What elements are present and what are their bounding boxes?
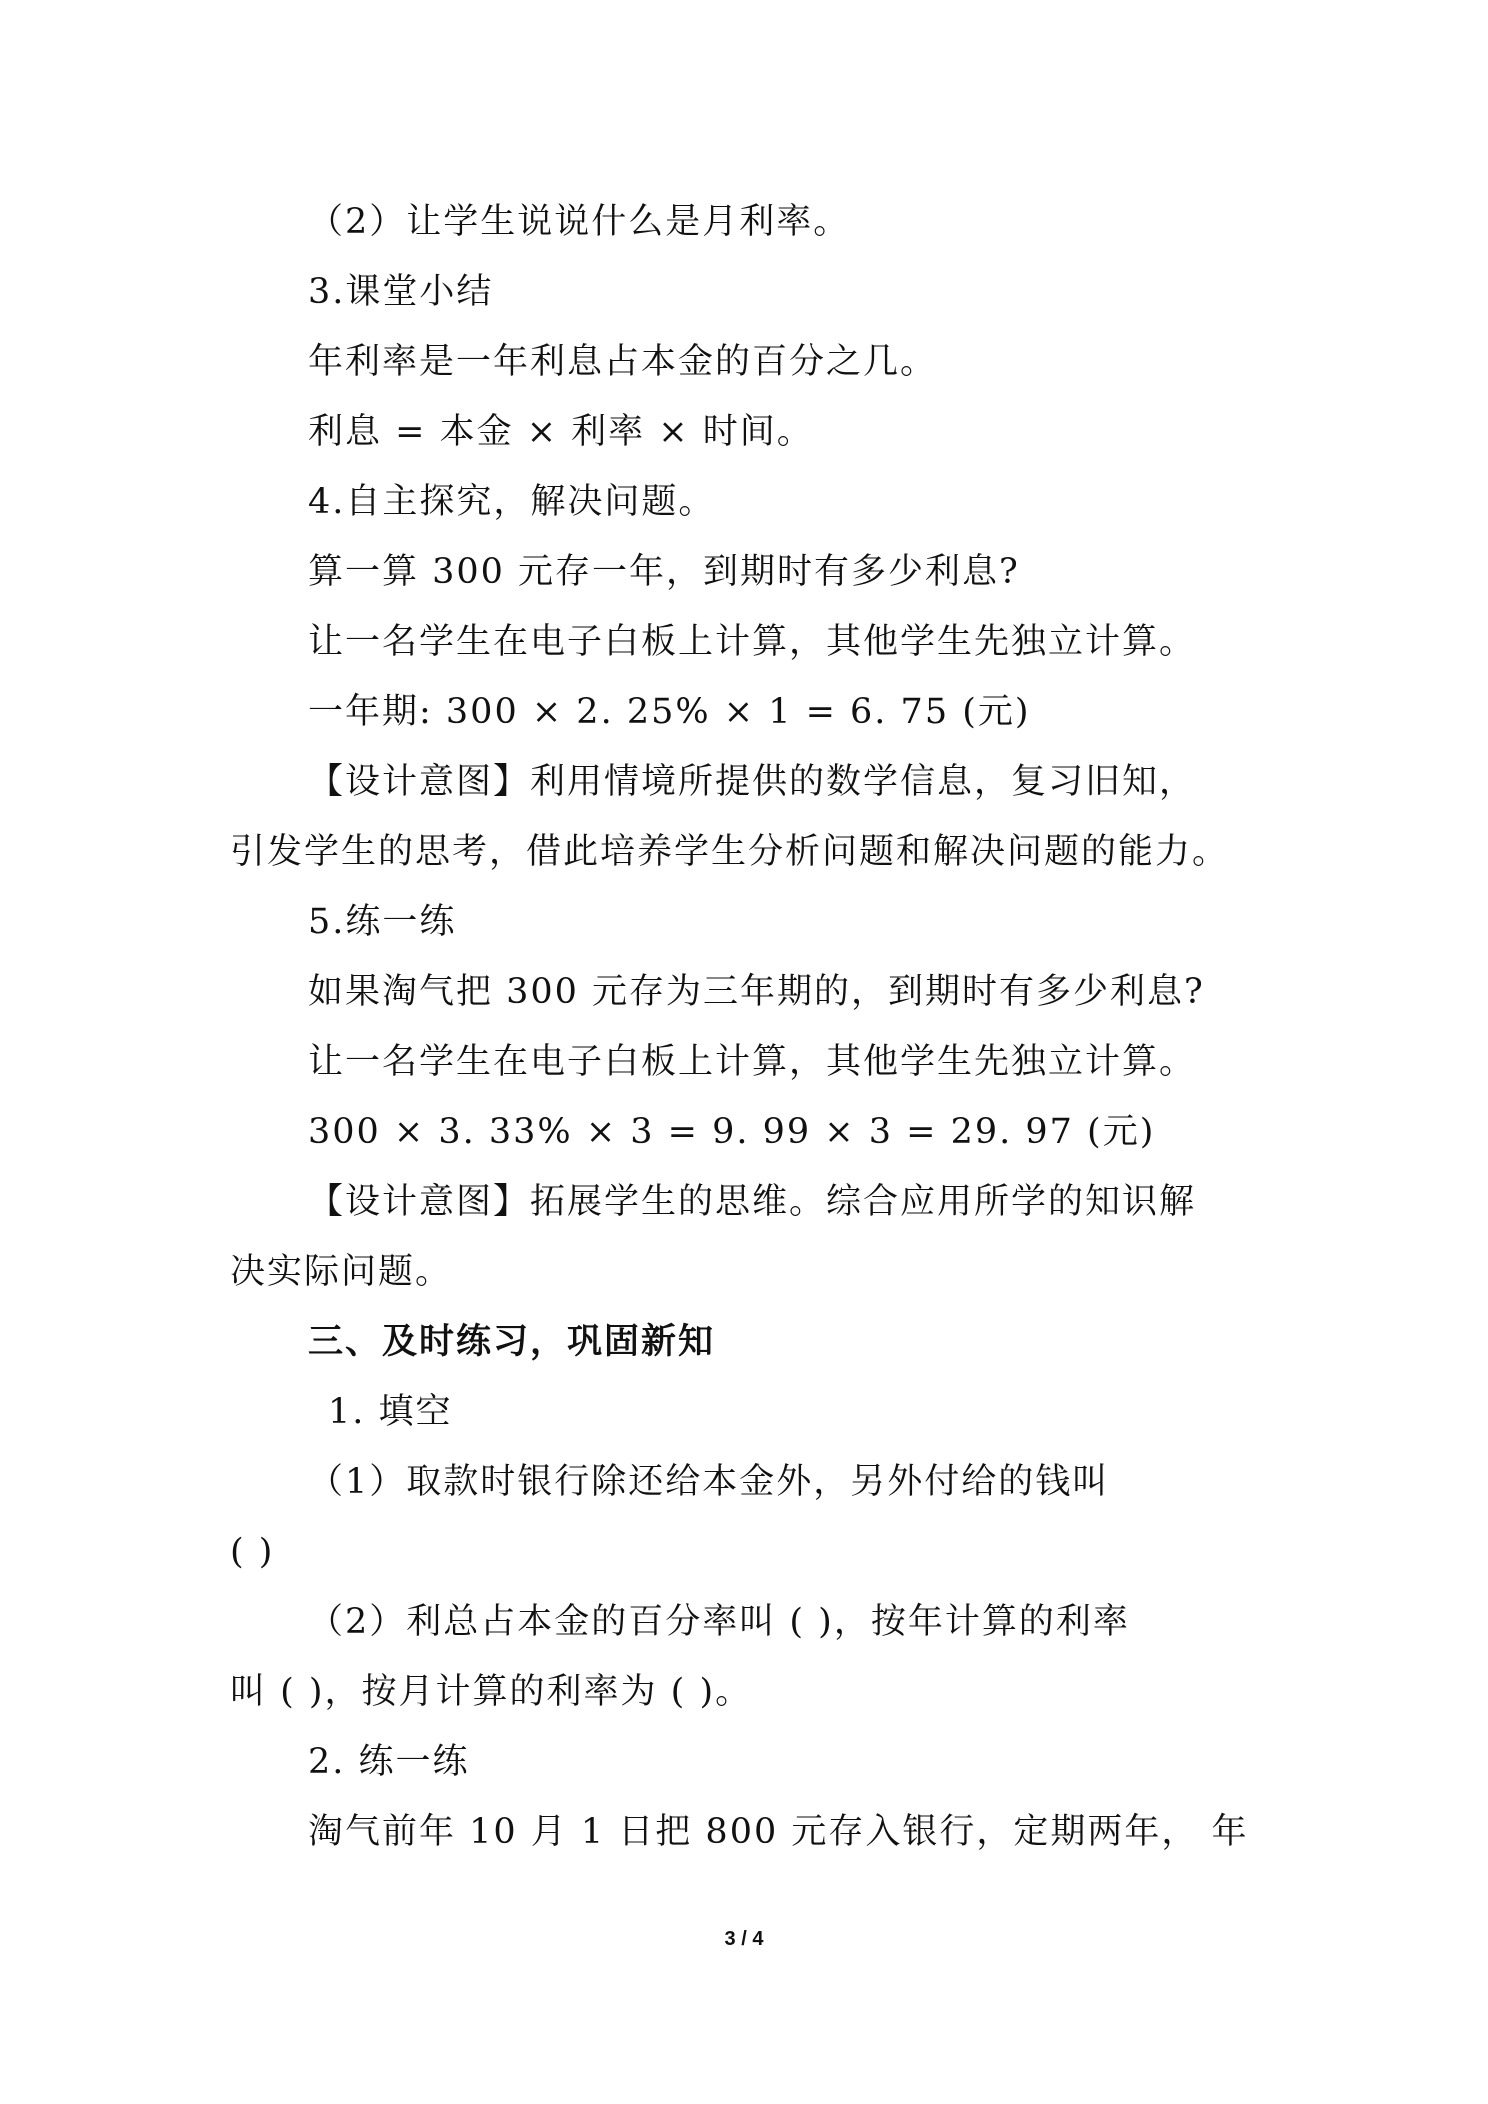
text-line: 让一名学生在电子白板上计算，其他学生先独立计算。: [308, 1042, 1197, 1082]
chapter-heading: 三、及时练习，巩固新知: [308, 1321, 716, 1362]
exercise-text: （1）取款时银行除还给本金外，另外付给的钱叫: [308, 1462, 1110, 1502]
design-intent-text: 【设计意图】拓展学生的思维。综合应用所学的知识解: [308, 1182, 1197, 1222]
formula-line: 300 × 3. 33% × 3 = 9. 99 × 3 = 29. 97 (元): [308, 1112, 1156, 1152]
design-intent-text: 决实际问题。: [230, 1252, 453, 1292]
section-heading: 2. 练一练: [308, 1742, 470, 1782]
text-line: 算一算 300 元存一年，到期时有多少利息?: [308, 552, 1020, 592]
exercise-text: （2）利总占本金的百分率叫 ( )，按年计算的利率: [308, 1602, 1130, 1642]
section-heading: 3.课堂小结: [308, 272, 494, 312]
text-line: 年利率是一年利息占本金的百分之几。: [308, 342, 938, 382]
page-number: 3 / 4: [724, 1928, 764, 1950]
section-heading: 1. 填空: [328, 1392, 453, 1432]
section-heading: 4.自主探究，解决问题。: [308, 482, 716, 522]
design-intent-text: 【设计意图】利用情境所提供的数学信息，复习旧知，: [308, 762, 1197, 802]
exercise-text: 淘气前年 10 月 1 日把 800 元存入银行，定期两年， 年: [308, 1812, 1249, 1852]
exercise-blank: ( ): [230, 1532, 275, 1572]
design-intent-text: 引发学生的思考，借此培养学生分析问题和解决问题的能力。: [230, 832, 1230, 872]
text-line: 如果淘气把 300 元存为三年期的，到期时有多少利息?: [308, 972, 1205, 1012]
section-heading: 5.练一练: [308, 902, 457, 942]
formula-line: 利息 = 本金 × 利率 × 时间。: [308, 412, 814, 452]
text-line: 让一名学生在电子白板上计算，其他学生先独立计算。: [308, 622, 1197, 662]
exercise-text: 叫 ( )，按月计算的利率为 ( )。: [230, 1672, 753, 1712]
text-line: （2）让学生说说什么是月利率。: [308, 202, 851, 242]
formula-line: 一年期: 300 × 2. 25% × 1 = 6. 75 (元): [308, 692, 1031, 732]
